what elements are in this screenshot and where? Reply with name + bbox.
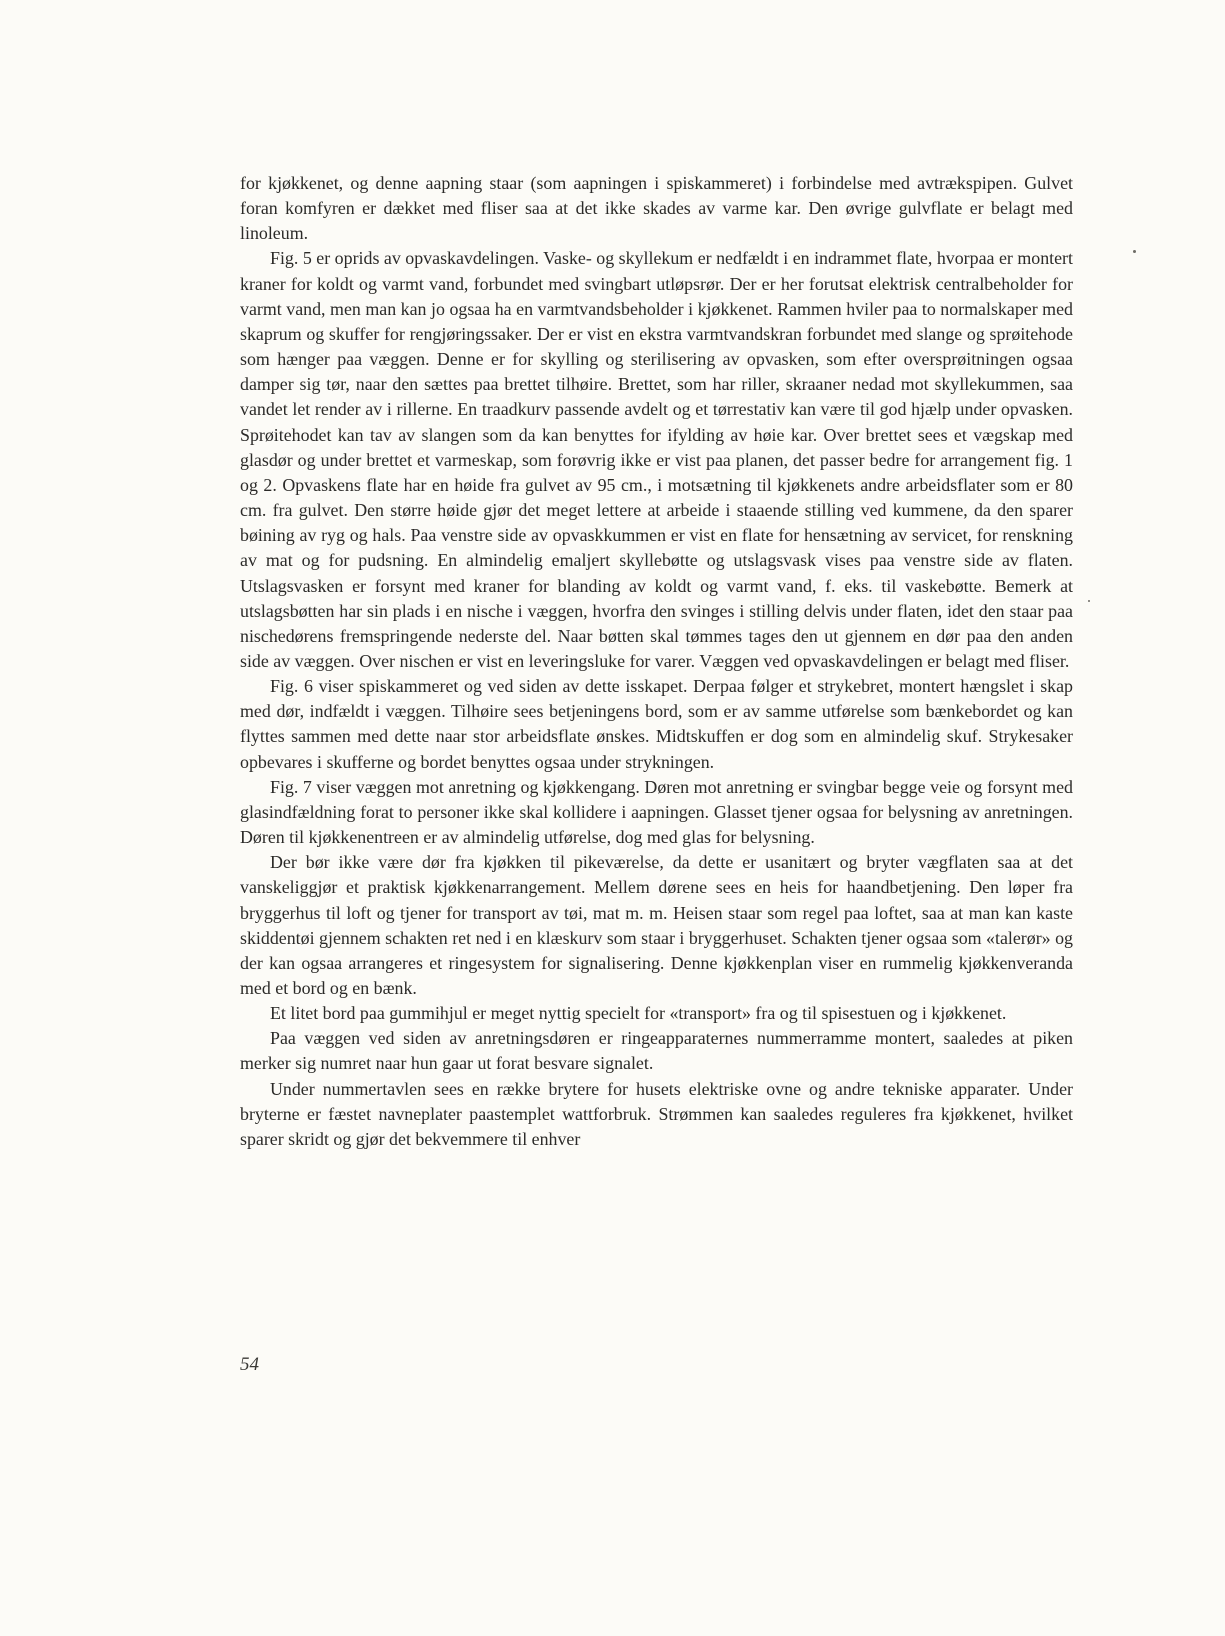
paragraph: Der bør ikke være dør fra kjøkken til pikeværelse, da dette er usanitært og bryter vægflaten saa at det vanskeliggjør et praktisk kjøkkenarrangement. Mellem dørene sees en heis for haandbetjening. Den løper fra bryggerhus til loft og tjener for transport av tøi, mat m. m. Heisen staar som regel paa loftet, saa at man kan kaste skiddentøi gjennem schakten ret ned i en klæskurv som staar i bryggerhuset. Schakten tjener ogsaa som «talerør» og der kan ogsaa arrangeres et ringesystem for signalisering. Denne kjøkkenplan viser en rummelig kjøkkenveranda med et bord og en bænk. [240, 852, 1073, 998]
paragraph: Fig. 5 er oprids av opvaskavdelingen. Vaske- og skyllekum er nedfældt i en indrammet flate, hvorpaa er montert kraner for koldt og varmt vand, forbundet med svingbart utløpsrør. Der er her forutsat elektrisk centralbeholder for varmt vand, men man kan jo ogsaa ha en varmtvandsbeholder i kjøkkenet. Rammen hviler paa to normalskaper med skaprum og skuffer for rengjøringssaker. Der er vist en ekstra varmtvandskran forbundet med slange og sprøitehode som hænger paa væggen. Denne er for skylling og sterilisering av opvasken, som efter oversprøitningen ogsaa damper sig tør, naar den sættes paa brettet tilhøire. Brettet, som har riller, skraaner nedad mot skyllekummen, saa vandet let render av i rillerne. En traadkurv passende avdelt og et tørrestativ kan være til god hjælp under opvasken. Sprøitehodet kan tav av slangen som da kan benyttes for ifylding av høie kar. Over brettet sees et vægskap med glasdør og under brettet et varmeskap, som forøvrig ikke er vist paa planen, det passer bedre for arrangement fig. 1 og 2. Opvaskens flate har en høide fra gulvet av 95 cm., i motsætning til kjøkkenets andre arbeidsflater som er 80 cm. fra gulvet. Den større høide gjør det meget lettere at arbeide i staaende stilling ved kummene, da den sparer bøining av ryg og hals. Paa venstre side av opvaskkummen er vist en flate for hensætning av servicet, for renskning av mat og for pudsning. En almindelig emaljert skyllebøtte og utslagsvask vises paa venstre side av flaten. Utslagsvasken er forsynt med kraner for blanding av koldt og varmt vand, f. eks. til vaskebøtte. Bemerk at utslagsbøtten har sin plads i en nische i væggen, hvorfra den svinges i stilling delvis under flaten, idet den staar paa nischedørens fremspringende nederste del. Naar bøtten skal tømmes tages den ut gjennem en dør paa den anden side av væggen. Over nischen er vist en leveringsluke for varer. Væggen ved opvaskavdelingen er belagt med fliser. [240, 248, 1073, 671]
paragraph: Paa væggen ved siden av anretningsdøren er ringeapparaternes nummerramme montert, saaledes at piken merker sig numret naar hun gaar ut forat besvare signalet. [240, 1028, 1073, 1074]
page-number: 54 [240, 1354, 259, 1375]
paragraph: Et litet bord paa gummihjul er meget nyttig specielt for «transport» fra og til spisestuen og i kjøkkenet. [270, 1003, 1007, 1024]
paper-speck [1088, 600, 1090, 602]
paragraph: for kjøkkenet, og denne aapning staar (som aapningen i spiskammeret) i forbindelse med avtrækspipen. Gulvet foran komfyren er dækket med fliser saa at det ikke skades av varme kar. Den øvrige gulvflate er belagt med linoleum. [240, 173, 1073, 244]
paragraph: Under nummertavlen sees en række brytere for husets elektriske ovne og andre tekniske apparater. Under bryterne er fæstet navneplater paastemplet wattforbruk. Strømmen kan saaledes reguleres fra kjøkkenet, hvilket sparer skridt og gjør det bekvemmere til enhver [240, 1078, 1073, 1149]
body-text [240, 171, 1073, 1152]
paper-speck [1133, 250, 1136, 253]
paragraph: Fig. 7 viser væggen mot anretning og kjøkkengang. Døren mot anretning er svingbar begge veie og forsynt med glasindfældning forat to personer ikke skal kollidere i aapningen. Glasset tjener ogsaa for belysning av anretningen. Døren til kjøkkenentreen er av almindelig utførelse, dog med glas for belysning. [240, 776, 1073, 848]
paragraph: Fig. 6 viser spiskammeret og ved siden av dette isskapet. Derpaa følger et strykebret, montert hængslet i skap med dør, indfældt i væggen. Tilhøire sees betjeningens bord, som er av samme utførelse som bænkebordet og kan flyttes sammen med dette naar stor arbeidsflate ønskes. Midtskuffen er dog som en almindelig skuf. Strykesaker opbevares i skufferne og bordet benyttes ogsaa under strykningen. [240, 676, 1073, 772]
